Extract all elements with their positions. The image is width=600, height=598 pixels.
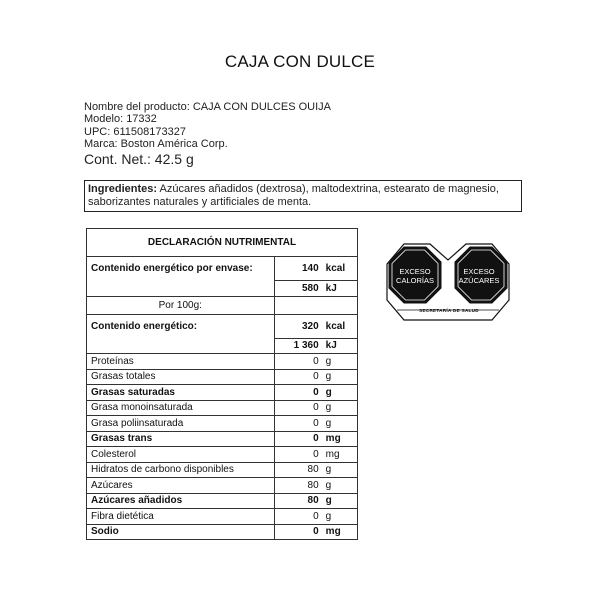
nutrient-value: 0: [274, 447, 322, 463]
product-info: [84, 101, 331, 167]
product-model: Modelo: 17332: [84, 113, 157, 126]
nutrient-value: 0: [274, 369, 322, 385]
nutrient-label: Grasas totales: [87, 369, 275, 385]
per-package-kj-value: 580: [274, 281, 322, 297]
nutrient-label: Azúcares: [87, 478, 275, 494]
nutrient-label: Grasas saturadas: [87, 385, 275, 401]
nutrient-unit: g: [322, 478, 358, 494]
energy-label: Contenido energético:: [87, 314, 275, 338]
energy-kcal-value: 320: [274, 314, 322, 338]
nutrient-row: [87, 354, 358, 370]
nutrient-unit: g: [322, 416, 358, 432]
nutrient-value: 0: [274, 400, 322, 416]
nutrient-label: Hidratos de carbono disponibles: [87, 462, 275, 478]
nutrient-label: Grasa monoinsaturada: [87, 400, 275, 416]
nutrient-row: [87, 431, 358, 447]
nutrient-row: [87, 369, 358, 385]
ingredients-box: [84, 180, 522, 212]
nutrient-unit: g: [322, 369, 358, 385]
nutrient-unit: g: [322, 400, 358, 416]
product-name: Nombre del producto: CAJA CON DULCES OUIJA: [84, 101, 331, 113]
nutrient-label: Grasa poliinsaturada: [87, 416, 275, 432]
nutrient-value: 0: [274, 524, 322, 540]
per-100g-label: Por 100g:: [87, 296, 275, 314]
nutrient-value: 80: [274, 493, 322, 509]
ingredients-text: Azúcares añadidos (dextrosa), maltodextrina, estearato de magnesio, saborizantes naturales y artificiales de menta.: [88, 183, 499, 208]
per-package-label: Contenido energético por envase:: [87, 257, 275, 281]
nutrient-unit: g: [322, 354, 358, 370]
nutrient-unit: g: [322, 462, 358, 478]
nutrient-value: 80: [274, 478, 322, 494]
nutrient-label: Grasas trans: [87, 431, 275, 447]
energy-label-cont: [87, 338, 275, 354]
nutrient-label: Proteínas: [87, 354, 275, 370]
nutrient-unit: g: [322, 493, 358, 509]
nutrient-label: Sodio: [87, 524, 275, 540]
nutrient-value: 80: [274, 462, 322, 478]
nutrient-value: 0: [274, 354, 322, 370]
nutrient-row: [87, 493, 358, 509]
nutrient-row: [87, 524, 358, 540]
nutrient-label: Fibra dietética: [87, 509, 275, 525]
warning-seals: [385, 242, 511, 322]
nutrient-label: Colesterol: [87, 447, 275, 463]
nutrient-row: [87, 509, 358, 525]
per-package-kcal-value: 140: [274, 257, 322, 281]
seal-azucares-text: EXCESO AZÚCARES: [458, 267, 500, 285]
nutrient-row: [87, 478, 358, 494]
nutrient-unit: mg: [322, 431, 358, 447]
nutrient-value: 0: [274, 509, 322, 525]
seal-calorias-text: EXCESO CALORÍAS: [396, 267, 434, 285]
nutrient-value: 0: [274, 416, 322, 432]
nutrient-row: [87, 462, 358, 478]
per-package-kj-unit: kJ: [322, 281, 358, 297]
nutrient-unit: mg: [322, 447, 358, 463]
nutrition-header: DECLARACIÓN NUTRIMENTAL: [87, 229, 358, 257]
seal-footer-secretaria: SECRETARÍA DE SALUD: [419, 308, 479, 313]
product-upc: UPC: 611508173327: [84, 125, 186, 138]
page-title: CAJA CON DULCE: [224, 52, 376, 71]
nutrient-value: 0: [274, 385, 322, 401]
nutrient-rows: [87, 354, 358, 540]
nutrient-row: [87, 385, 358, 401]
nutrition-table: [86, 228, 358, 540]
nutrient-row: [87, 447, 358, 463]
energy-kcal-unit: kcal: [322, 314, 358, 338]
per-package-kcal-unit: kcal: [322, 257, 358, 281]
nutrient-row: [87, 400, 358, 416]
per-100g-blank: [274, 296, 357, 314]
nutrient-unit: mg: [322, 524, 358, 540]
ingredients-label: Ingredientes:: [88, 183, 158, 195]
nutrient-unit: g: [322, 385, 358, 401]
nutrient-row: [87, 416, 358, 432]
nutrient-value: 0: [274, 431, 322, 447]
product-net-content: Cont. Net.: 42.5 g: [84, 150, 194, 167]
nutrient-unit: g: [322, 509, 358, 525]
nutrient-label: Azúcares añadidos: [87, 493, 275, 509]
per-package-label-cont: [87, 281, 275, 297]
energy-kj-value: 1 360: [274, 338, 322, 354]
energy-kj-unit: kJ: [322, 338, 358, 354]
product-brand: Marca: Boston América Corp.: [84, 138, 228, 151]
